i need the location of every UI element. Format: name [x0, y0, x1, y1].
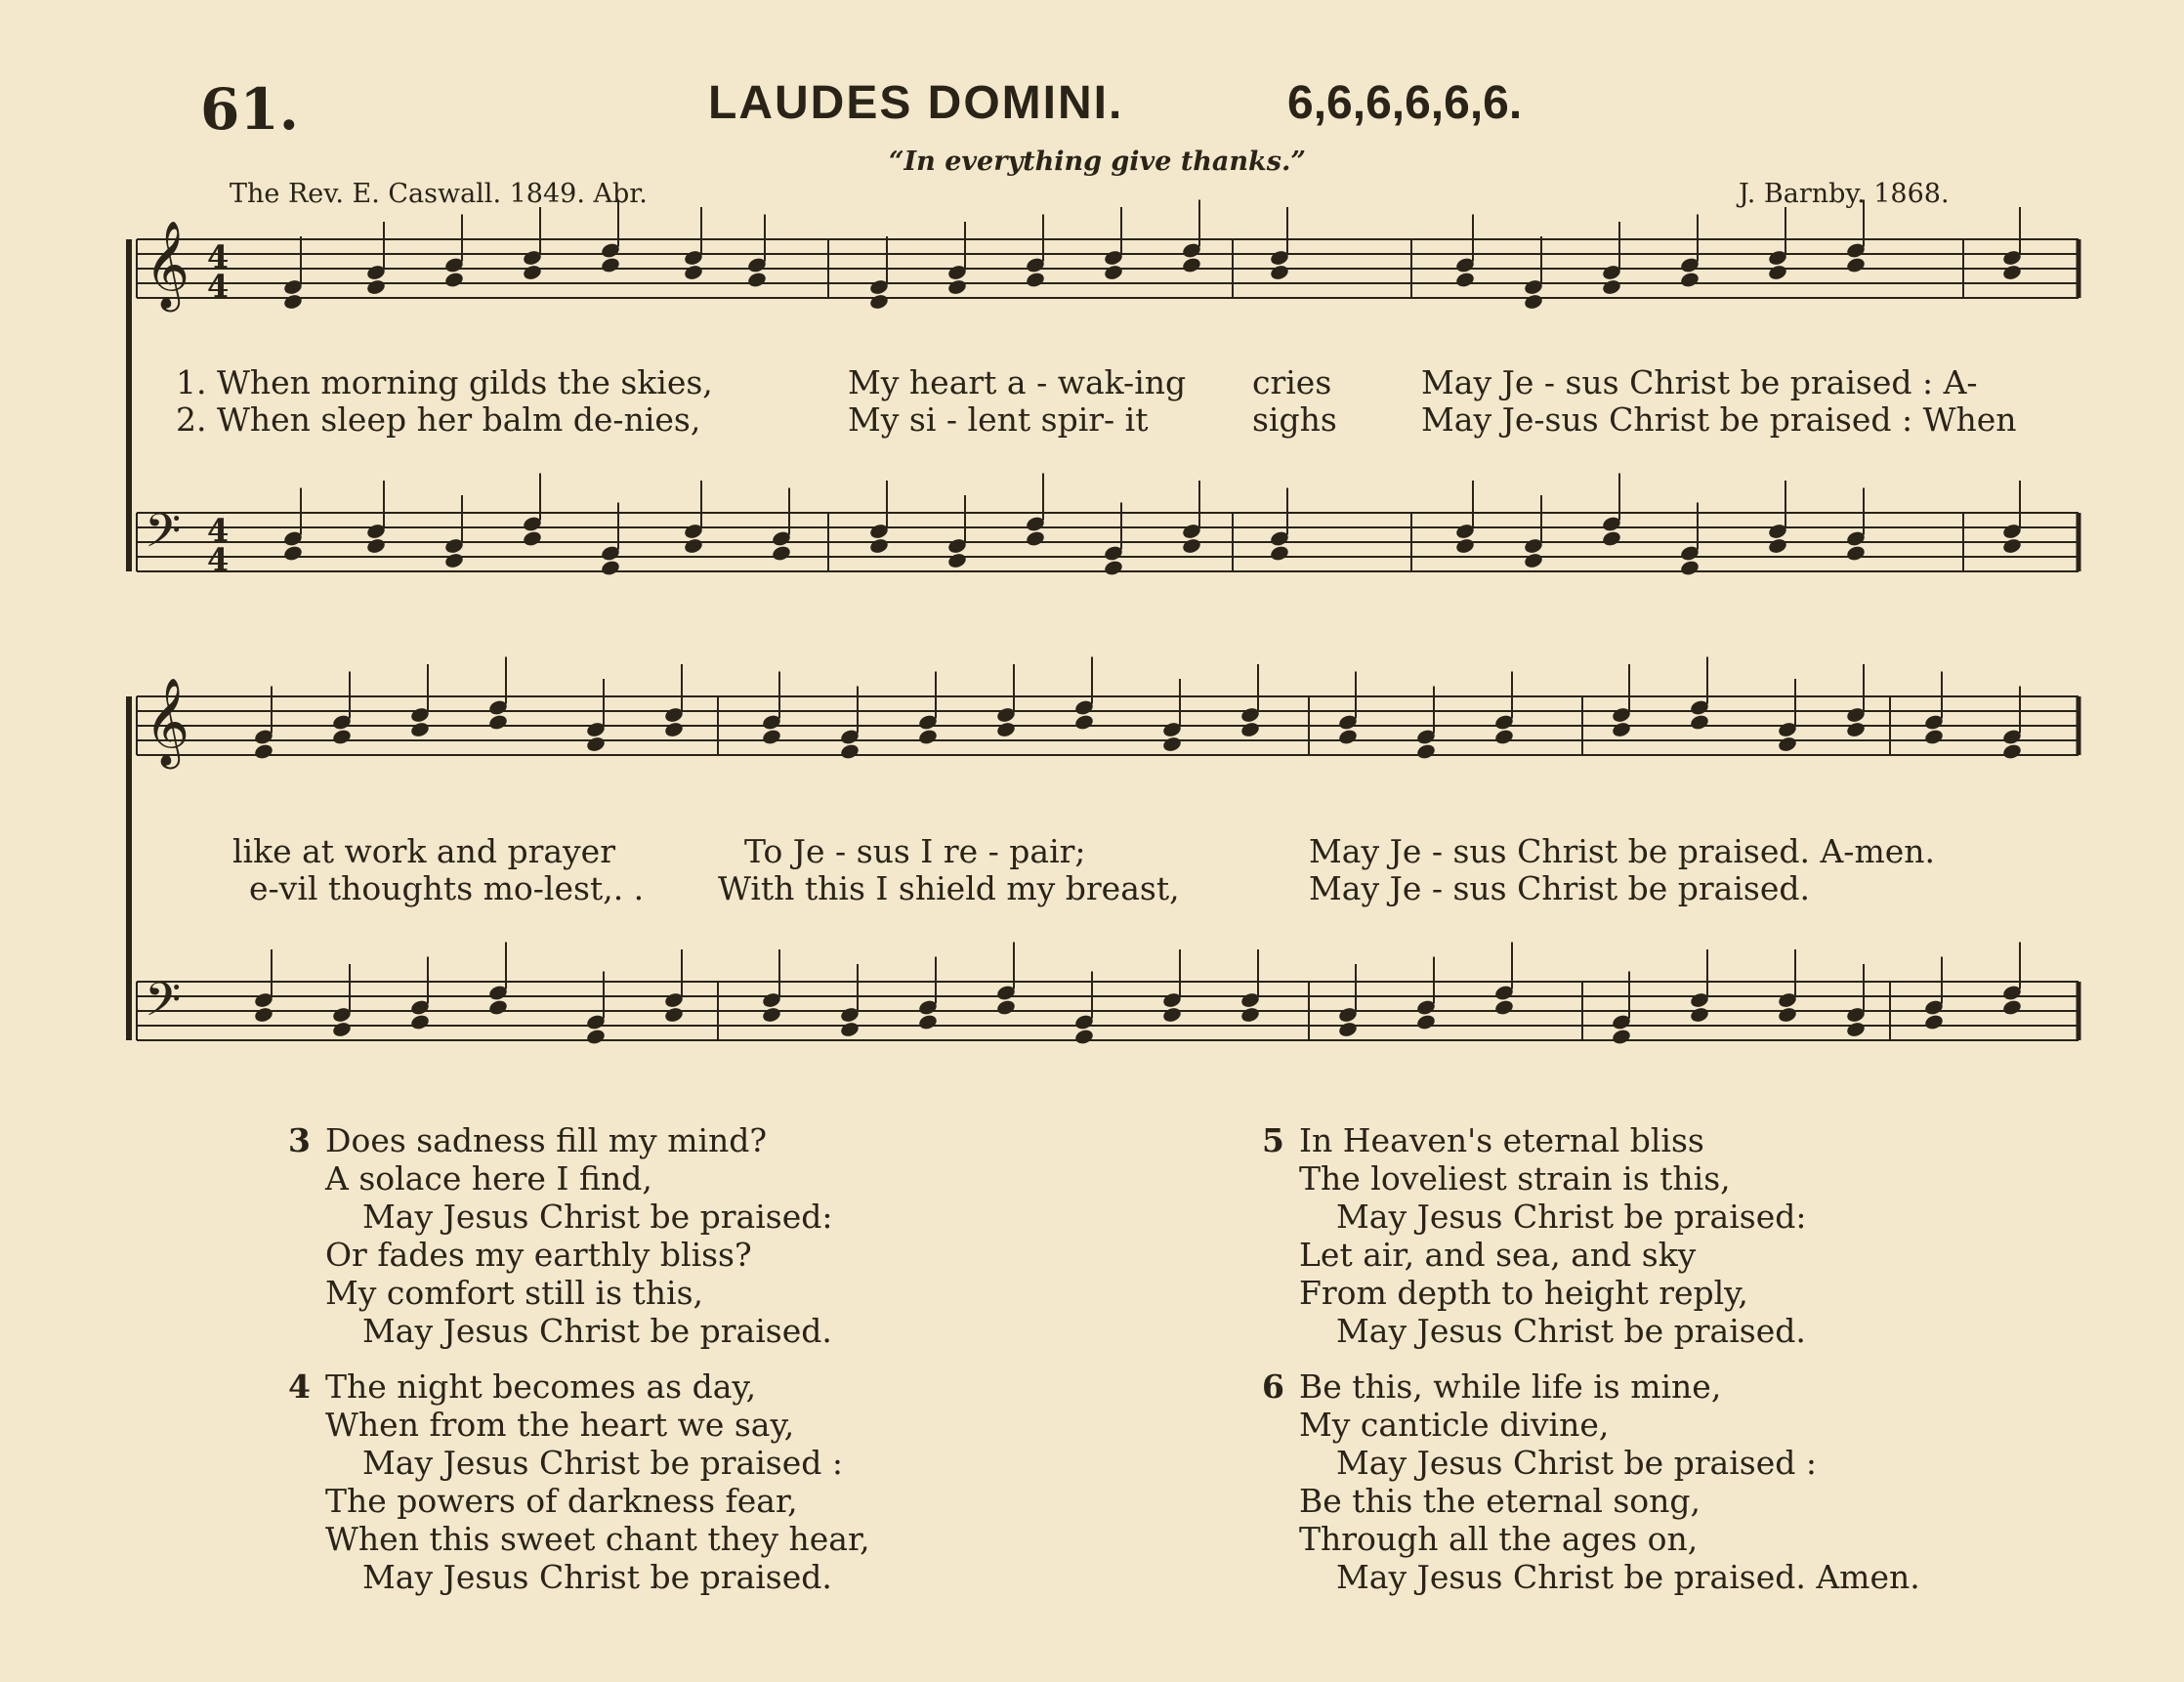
bass-clef: 𝄢: [145, 503, 182, 569]
hymn-number: 61.: [200, 76, 299, 143]
note-head: [282, 544, 303, 562]
note-head: [1923, 1013, 1944, 1030]
note-head: [331, 1021, 352, 1038]
lyric-s2-v2-a: e-vil thoughts mo-lest,. .: [249, 869, 645, 907]
treble-clef: 𝄞: [145, 678, 190, 766]
note-head: [1454, 271, 1475, 288]
verse-number: 3: [288, 1121, 311, 1159]
note-head: [585, 1028, 606, 1045]
lyric-s2-v1-a: like at work and prayer: [232, 832, 615, 870]
note-head: [1767, 264, 1787, 281]
verse-line: Does sadness fill my mind?: [325, 1121, 768, 1159]
note-head: [253, 1006, 273, 1024]
lyric-s1-v1-b: My heart a - wak-ing: [848, 363, 1187, 401]
note-head: [1073, 713, 1094, 731]
verse-3: [288, 1121, 832, 1350]
verse-number: 4: [288, 1367, 311, 1406]
note-head: [1523, 552, 1543, 569]
note-head: [1337, 728, 1358, 745]
note-head: [1103, 559, 1123, 576]
composer-credit: J. Barnby. 1868.: [1739, 179, 1950, 209]
note-head: [1161, 736, 1182, 753]
verse-line: The loveliest strain is this,: [1299, 1159, 1731, 1198]
time-signature: 4: [207, 268, 230, 305]
note-head: [331, 728, 352, 745]
note-head: [1679, 559, 1700, 576]
note-head: [487, 713, 508, 731]
verse-line: From depth to height reply,: [1299, 1274, 1748, 1312]
note-head: [1611, 721, 1631, 738]
epigraph: “In everything give thanks.”: [889, 147, 1306, 177]
verse-line: May Jesus Christ be praised.: [1336, 1312, 1806, 1350]
lyric-s1-v2-d: May Je-sus Christ be praised : When: [1421, 400, 2017, 439]
note-head: [1767, 537, 1787, 555]
note-head: [995, 721, 1016, 738]
note-head: [839, 1021, 860, 1038]
note-head: [1337, 1021, 1358, 1038]
note-head: [365, 537, 386, 555]
note-head: [1269, 264, 1289, 281]
note-head: [917, 728, 938, 745]
verse-line: May Jesus Christ be praised.: [362, 1558, 832, 1596]
verse-line: Or fades my earthly bliss?: [325, 1236, 752, 1274]
note-head: [761, 728, 781, 745]
lyric-s1-v1-d: May Je - sus Christ be praised : A-: [1421, 363, 1978, 401]
note-head: [2001, 742, 2022, 760]
note-head: [1689, 713, 1709, 731]
note-head: [522, 529, 542, 547]
verse-4: [288, 1367, 870, 1596]
lyric-s1-v2-a: 2. When sleep her balm de-nies,: [176, 400, 701, 439]
note-head: [1845, 721, 1866, 738]
note-head: [443, 552, 464, 569]
tune-name: LAUDES DOMINI.: [708, 77, 1124, 129]
note-head: [409, 721, 430, 738]
verse-line: The powers of darkness fear,: [325, 1482, 798, 1520]
note-head: [1601, 278, 1621, 296]
note-head: [1161, 1006, 1182, 1024]
note-head: [1923, 728, 1944, 745]
verse-line: When from the heart we say,: [325, 1406, 795, 1444]
note-head: [1601, 529, 1621, 547]
verse-line: May Jesus Christ be praised:: [362, 1198, 833, 1236]
lyric-s1-v1-c: cries: [1252, 363, 1332, 401]
treble-clef: 𝄞: [145, 221, 190, 309]
note-head: [1025, 271, 1045, 288]
note-head: [1689, 1006, 1709, 1024]
note-head: [1103, 264, 1123, 281]
note-head: [946, 278, 967, 296]
verse-line: May Jesus Christ be praised :: [1336, 1444, 1817, 1482]
note-head: [1415, 742, 1436, 760]
note-head: [1611, 1028, 1631, 1045]
lyric-s2-v2-c: May Je - sus Christ be praised.: [1309, 869, 1810, 907]
note-head: [1415, 1013, 1436, 1030]
note-head: [365, 278, 386, 296]
verse-line: May Jesus Christ be praised:: [1336, 1198, 1807, 1236]
note-head: [683, 264, 703, 281]
meter: 6,6,6,6,6,6.: [1287, 77, 1523, 129]
note-head: [522, 264, 542, 281]
bass-clef: 𝄢: [145, 972, 182, 1038]
verse-number: 6: [1262, 1367, 1284, 1406]
note-head: [761, 1006, 781, 1024]
note-head: [1845, 1021, 1866, 1038]
note-head: [253, 742, 273, 760]
time-signature: 4: [207, 238, 230, 275]
note-head: [282, 293, 303, 311]
note-head: [1679, 271, 1700, 288]
note-head: [600, 256, 620, 273]
lyric-s1-v1-a: 1. When morning gilds the skies,: [176, 363, 713, 401]
note-head: [1181, 537, 1201, 555]
note-head: [1845, 544, 1866, 562]
note-head: [1181, 256, 1201, 273]
note-head: [1239, 1006, 1260, 1024]
note-head: [746, 271, 767, 288]
note-head: [946, 552, 967, 569]
verse-line: May Jesus Christ be praised :: [362, 1444, 843, 1482]
note-head: [2001, 537, 2022, 555]
note-head: [1454, 537, 1475, 555]
note-head: [1239, 721, 1260, 738]
verse-line: A solace here I find,: [325, 1159, 652, 1198]
time-signature: 4: [207, 541, 230, 578]
verse-number: 5: [1262, 1121, 1284, 1159]
verse-line: May Jesus Christ be praised.: [362, 1312, 832, 1350]
verse-line: Let air, and sea, and sky: [1299, 1236, 1697, 1274]
lyric-s1-v2-b: My si - lent spir- it: [848, 400, 1149, 439]
note-head: [839, 742, 860, 760]
lyric-s2-v1-b: To Je - sus I re - pair;: [744, 832, 1086, 870]
note-head: [2001, 264, 2022, 281]
lyric-s1-v2-c: sighs: [1252, 400, 1337, 439]
note-head: [683, 537, 703, 555]
verse-line: May Jesus Christ be praised. Amen.: [1336, 1558, 1920, 1596]
note-head: [1073, 1028, 1094, 1045]
lyric-s2-v1-c: May Je - sus Christ be praised. A-men.: [1309, 832, 1936, 870]
note-head: [1025, 529, 1045, 547]
note-head: [1777, 1006, 1797, 1024]
verse-line: The night becomes as day,: [325, 1367, 757, 1406]
note-head: [409, 1013, 430, 1030]
author-credit: The Rev. E. Caswall. 1849. Abr.: [230, 179, 648, 209]
note-head: [487, 998, 508, 1016]
note-head: [1777, 736, 1797, 753]
note-head: [868, 537, 889, 555]
verse-line: Through all the ages on,: [1299, 1520, 1699, 1558]
note-head: [1523, 293, 1543, 311]
note-head: [1845, 256, 1866, 273]
verse-line: In Heaven's eternal bliss: [1299, 1121, 1704, 1159]
note-head: [1269, 544, 1289, 562]
verse-line: My canticle divine,: [1299, 1406, 1610, 1444]
verse-line: When this sweet chant they hear,: [325, 1520, 870, 1558]
verse-line: My comfort still is this,: [325, 1274, 703, 1312]
note-head: [1493, 998, 1514, 1016]
note-head: [600, 559, 620, 576]
note-head: [995, 998, 1016, 1016]
note-head: [868, 293, 889, 311]
note-head: [1493, 728, 1514, 745]
verse-6: [1262, 1367, 1920, 1596]
time-signature: 4: [207, 512, 230, 549]
verse-5: [1262, 1121, 1806, 1350]
note-head: [917, 1013, 938, 1030]
note-head: [443, 271, 464, 288]
note-head: [2001, 998, 2022, 1016]
verse-line: Be this, while life is mine,: [1299, 1367, 1722, 1406]
note-head: [771, 544, 791, 562]
lyric-s2-v2-b: With this I shield my breast,: [718, 869, 1180, 907]
note-head: [585, 736, 606, 753]
note-head: [663, 1006, 684, 1024]
note-head: [663, 721, 684, 738]
verse-line: Be this the eternal song,: [1299, 1482, 1701, 1520]
